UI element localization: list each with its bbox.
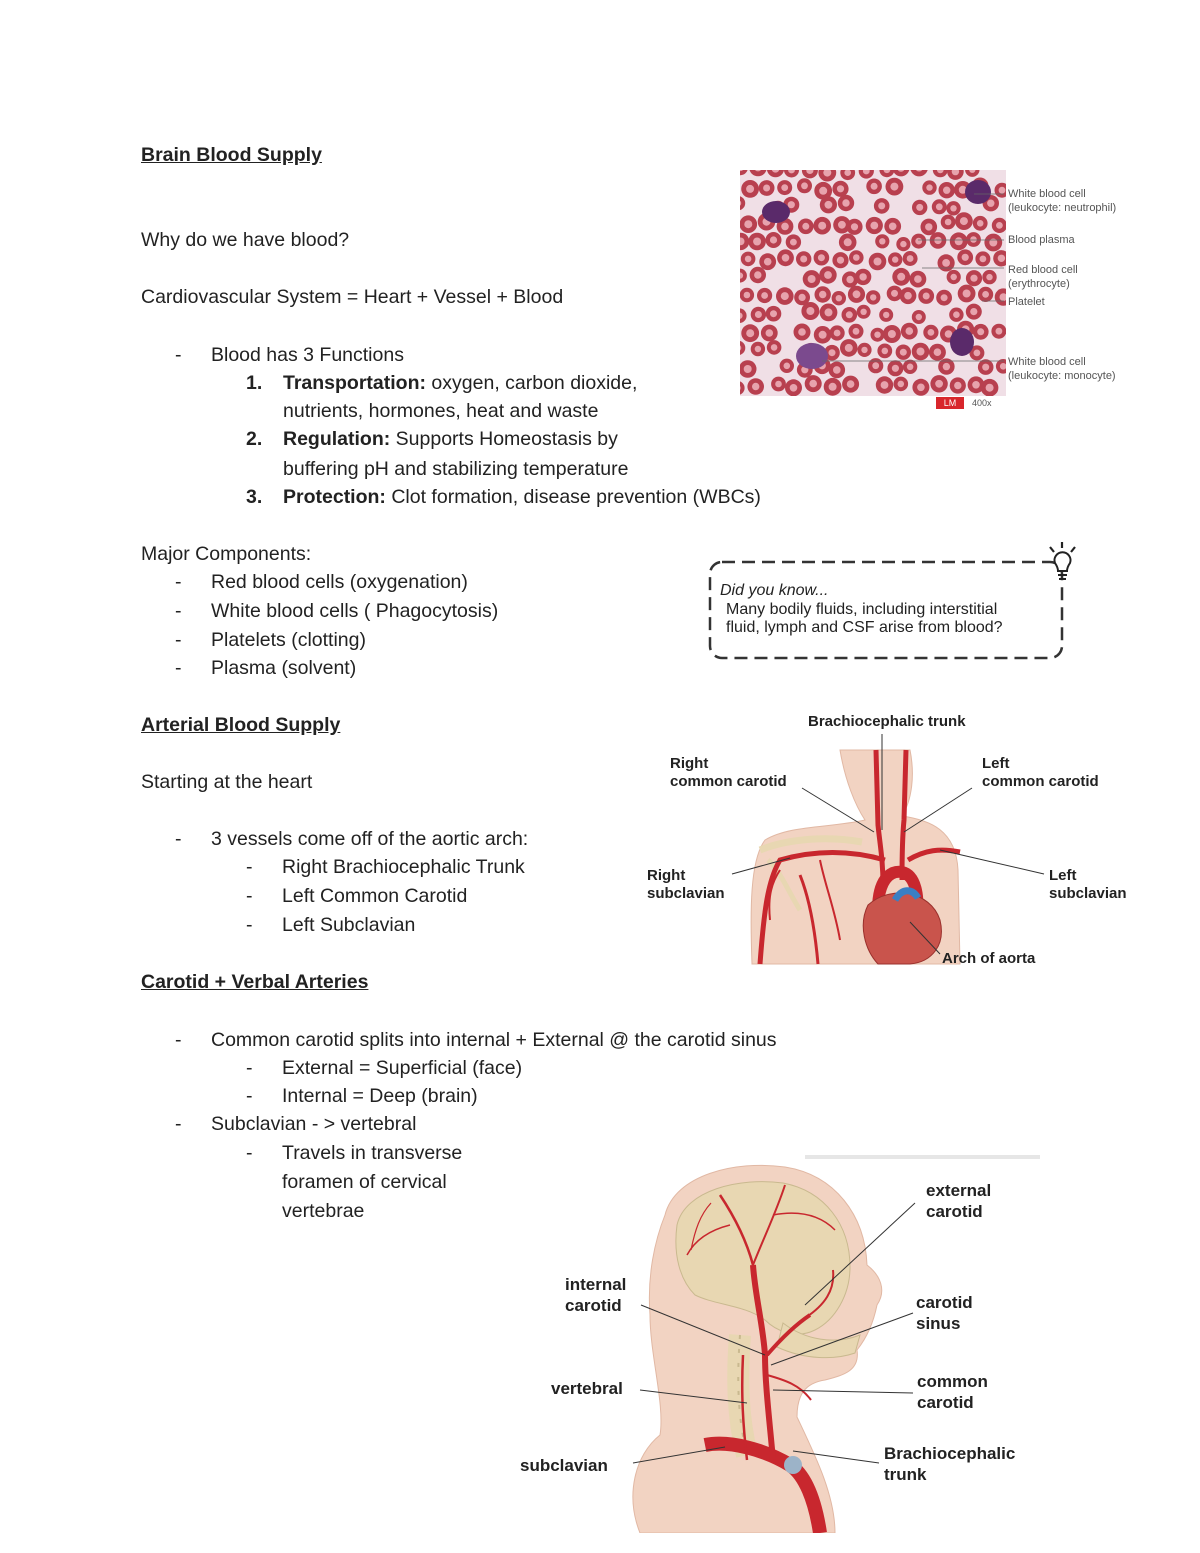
bullet-dash: - — [246, 856, 253, 878]
carotid-split-bullet: Common carotid splits into internal + External @ the carotid sinus — [211, 1029, 777, 1051]
label-rbc: Red blood cell — [1008, 264, 1078, 276]
bullet-dash: - — [175, 344, 182, 366]
label-left-common-carotid: Left — [982, 755, 1010, 772]
list-number: 1. — [246, 372, 263, 394]
label-right-subclavian: Right — [647, 867, 686, 884]
function-desc: oxygen, carbon dioxide, — [426, 372, 638, 394]
aortic-branch-item: Left Subclavian — [282, 914, 416, 936]
section-title-carotid-verbal-arteries: Carotid + Verbal Arteries — [141, 971, 369, 993]
label-brachiocephalic-trunk: Brachiocephalic trunk — [808, 713, 966, 730]
label-carotid-sinus: carotid — [916, 1293, 973, 1312]
label-arch-of-aorta: Arch of aorta — [942, 950, 1036, 967]
functions-intro: Blood has 3 Functions — [211, 344, 404, 366]
function-line — [283, 486, 761, 508]
section2-intro: Starting at the heart — [141, 771, 313, 793]
label-wbc-monocyte: White blood cell — [1008, 356, 1086, 368]
bullet-dash: - — [175, 629, 182, 651]
vertebral-sub-item-cont: foramen of cervical — [282, 1171, 447, 1193]
function-desc: Supports Homeostasis by — [390, 428, 618, 450]
function-term: Regulation: — [283, 428, 391, 450]
component-item: Platelets (clotting) — [211, 629, 366, 651]
bullet-dash: - — [175, 571, 182, 593]
label-left-subclavian: Left — [1049, 867, 1077, 884]
function-line-cont: nutrients, hormones, heat and waste — [283, 400, 599, 422]
bullet-dash: - — [246, 914, 253, 936]
component-item: Plasma (solvent) — [211, 657, 357, 679]
label-common-carotid-2: carotid — [917, 1393, 974, 1412]
component-item: White blood cells ( Phagocytosis) — [211, 600, 499, 622]
label-internal-carotid-2: carotid — [565, 1296, 622, 1315]
carotid-sub-item: External = Superficial (face) — [282, 1057, 523, 1079]
label-external-carotid: external — [926, 1181, 992, 1200]
equation-text: Cardiovascular System = Heart + Vessel + Blood — [141, 286, 564, 308]
function-term: Protection: — [283, 486, 386, 508]
label-left-common-carotid-2: common carotid — [982, 773, 1099, 790]
label-right-common-carotid: Right — [670, 755, 709, 772]
label-wbc-neutrophil: White blood cell — [1008, 188, 1086, 200]
list-number: 2. — [246, 428, 263, 450]
label-wbc-neutrophil-sub: (leukocyte: neutrophil) — [1008, 202, 1117, 214]
label-right-subclavian-2: subclavian — [647, 885, 725, 902]
label-common-carotid: common — [917, 1372, 988, 1391]
vertebral-sub-item: Travels in transverse — [282, 1142, 463, 1164]
label-vertebral: vertebral — [551, 1379, 623, 1398]
label-right-common-carotid-2: common carotid — [670, 773, 787, 790]
function-line — [283, 428, 618, 450]
component-item: Red blood cells (oxygenation) — [211, 571, 468, 593]
bullet-dash: - — [246, 1085, 253, 1107]
aortic-arch-illustration — [640, 710, 1140, 972]
lightbulb-icon — [1044, 541, 1084, 585]
vertebral-sub-item-cont: vertebrae — [282, 1200, 365, 1222]
function-item-2 — [246, 428, 262, 450]
bullet-dash: - — [175, 1113, 182, 1135]
function-line-cont: buffering pH and stabilizing temperature — [283, 458, 629, 480]
magnification-label: 400x — [972, 398, 992, 408]
label-wbc-monocyte-sub: (leukocyte: monocyte) — [1008, 370, 1116, 382]
bullet-dash: - — [175, 1029, 182, 1051]
aortic-branch-item: Right Brachiocephalic Trunk — [282, 856, 525, 878]
bullet-dash: - — [175, 657, 182, 679]
subclavian-bullet: Subclavian - > vertebral — [211, 1113, 417, 1135]
label-subclavian: subclavian — [520, 1456, 608, 1475]
aortic-arch-figure — [640, 710, 1140, 972]
aortic-arch-bullet: 3 vessels come off of the aortic arch: — [211, 828, 529, 850]
bullet-dash: - — [246, 885, 253, 907]
label-rbc-sub: (erythrocyte) — [1008, 278, 1070, 290]
label-left-subclavian-2: subclavian — [1049, 885, 1127, 902]
did-you-know-line1: Many bodily fluids, including interstitial — [726, 601, 998, 618]
section-title-arterial-blood-supply: Arterial Blood Supply — [141, 714, 341, 736]
section-title-brain-blood-supply: Brain Blood Supply — [141, 144, 322, 166]
bullet-dash: - — [246, 1057, 253, 1079]
blood-smear-figure — [732, 168, 1132, 413]
function-term: Transportation: — [283, 372, 427, 394]
bullet-dash: - — [175, 828, 182, 850]
label-brachiocephalic-trunk: Brachiocephalic — [884, 1444, 1016, 1463]
components-intro: Major Components: — [141, 543, 312, 565]
bullet-dash: - — [175, 600, 182, 622]
lm-badge: LM — [936, 397, 964, 409]
label-brachiocephalic-trunk-2: trunk — [884, 1465, 927, 1484]
label-carotid-sinus-2: sinus — [916, 1314, 961, 1333]
did-you-know-callout — [708, 541, 1088, 663]
bullet-dash: - — [246, 1142, 253, 1164]
carotid-sub-item: Internal = Deep (brain) — [282, 1085, 478, 1107]
list-number: 3. — [246, 486, 263, 508]
head-neck-artery-figure — [515, 1155, 1040, 1533]
function-item-1 — [246, 372, 262, 394]
function-line — [283, 372, 637, 394]
question-text: Why do we have blood? — [141, 229, 350, 251]
aortic-branch-item: Left Common Carotid — [282, 885, 468, 907]
label-blood-plasma: Blood plasma — [1008, 234, 1075, 246]
label-internal-carotid: internal — [565, 1275, 627, 1294]
did-you-know-heading: Did you know... — [720, 582, 829, 599]
function-desc: Clot formation, disease prevention (WBCs) — [385, 486, 761, 508]
function-item-3 — [246, 486, 262, 508]
label-platelet: Platelet — [1008, 296, 1045, 308]
did-you-know-line2: fluid, lymph and CSF arise from blood? — [726, 619, 1003, 636]
label-external-carotid-2: carotid — [926, 1202, 983, 1221]
